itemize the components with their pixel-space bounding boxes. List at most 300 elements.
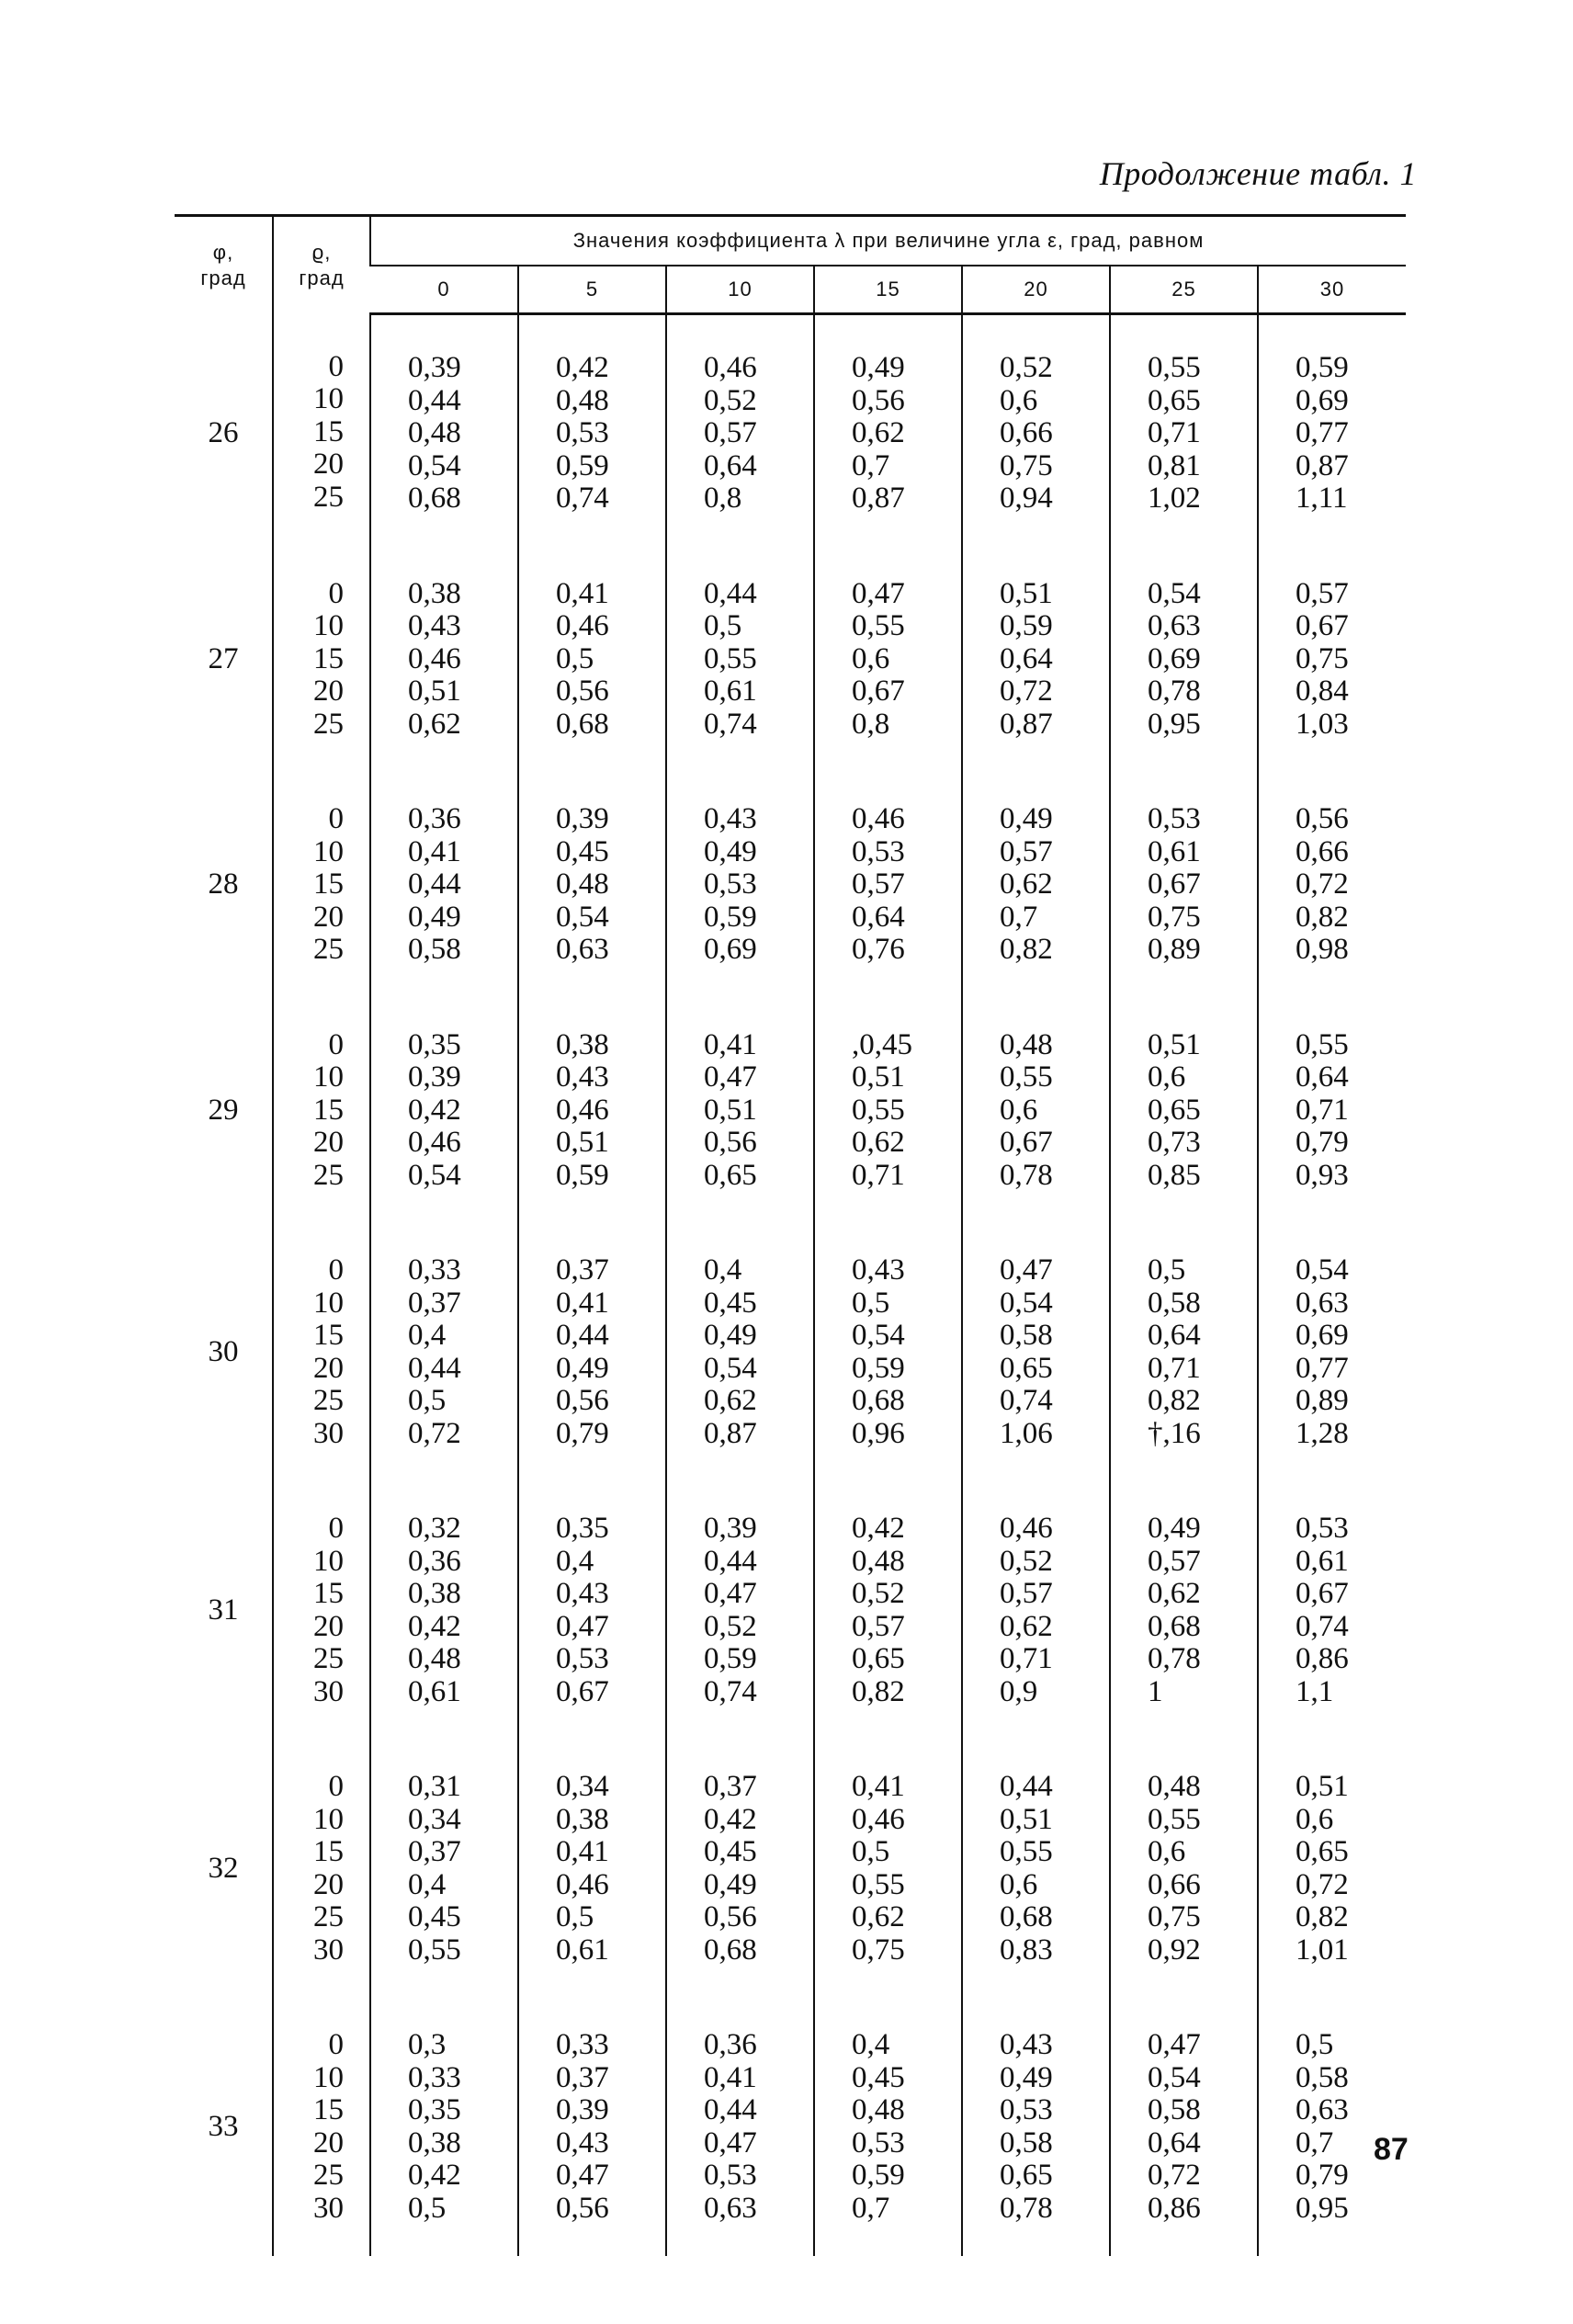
lambda-value: 0,39 [704,1512,757,1545]
lambda-value: 0,63 [1148,609,1201,642]
lambda-column-eps-5 [518,772,666,998]
rho-values [273,1481,370,1740]
lambda-value: 0,64 [1000,641,1053,675]
lambda-value: 0,56 [1296,802,1349,835]
rho-value: 25 [313,1642,344,1675]
lambda-value: 0,68 [852,1384,905,1417]
lambda-value: ,0,45 [852,1027,912,1061]
lambda-value: 0,58 [408,933,461,966]
lambda-value: 0,92 [1148,1933,1201,1967]
rho-value: 15 [313,1319,344,1352]
lambda-column-eps-10 [666,998,814,1224]
lambda-value: 0,62 [852,1126,905,1159]
lambda-value: 0,55 [408,1933,461,1967]
lambda-value: 0,83 [1000,1933,1053,1967]
epsilon-header-25: 25 [1110,266,1258,314]
lambda-value: 0,54 [704,1351,757,1385]
lambda-value: 0,87 [1296,448,1349,482]
lambda-value: 0,5 [408,1384,447,1417]
lambda-value: 0,45 [852,2060,905,2094]
rho-value: 30 [313,1416,344,1450]
lambda-column-eps-10 [666,1481,814,1740]
lambda-value: 1,11 [1296,482,1348,515]
rho-values [273,1998,370,2256]
lambda-value: 0,52 [1000,1544,1053,1578]
rho-value: 10 [313,1286,344,1320]
lambda-value: 0,78 [1000,2191,1053,2225]
rho-value: 10 [313,609,344,642]
lambda-value: 0,59 [1000,609,1053,642]
lambda-column-eps-20 [962,998,1110,1224]
lambda-value: 0,62 [1000,1609,1053,1643]
lambda-value: 0,33 [556,2028,609,2061]
lambda-value: 0,46 [556,609,609,642]
lambda-column-eps-30 [1258,998,1406,1224]
lambda-value: 0,58 [1148,1286,1201,1320]
lambda-column-eps-0 [370,1998,518,2256]
lambda-value: 0,46 [1000,1512,1053,1545]
lambda-value: 0,54 [1296,1253,1349,1287]
lambda-value: 0,44 [556,1319,609,1352]
rho-values [273,772,370,998]
lambda-value: 0,46 [852,802,905,835]
table-row-group [175,547,1406,773]
lambda-column-eps-15 [814,1740,962,1998]
lambda-column-eps-20 [962,314,1110,547]
lambda-value: 0,48 [408,1642,461,1675]
lambda-value: 0,49 [852,351,905,384]
lambda-value: 0,71 [1000,1642,1053,1675]
rho-value: 15 [313,1093,344,1127]
rho-value: 15 [313,414,344,448]
lambda-value: 0,54 [408,448,461,482]
lambda-value: 0,48 [556,383,609,417]
lambda-column-eps-5 [518,998,666,1224]
lambda-value: 0,71 [1296,1093,1349,1127]
rho-value: 0 [328,1253,344,1287]
lambda-value: 0,65 [1000,2159,1053,2192]
lambda-value: 0,87 [852,482,905,515]
lambda-value: 0,37 [408,1286,461,1320]
lambda-value: 0,6 [1000,383,1038,417]
rho-value: 25 [313,2159,344,2192]
lambda-value: 0,74 [556,482,609,515]
lambda-value: 0,45 [704,1835,757,1868]
lambda-column-eps-25 [1110,1481,1258,1740]
lambda-value: 0,63 [1296,2093,1349,2126]
rho-value: 30 [313,2191,344,2225]
lambda-value: 0,42 [556,351,609,384]
lambda-value: 0,72 [1296,867,1349,901]
phi-value: 26 [208,415,239,449]
phi-value: 32 [208,1852,239,1885]
lambda-value: 0,31 [408,1770,461,1803]
epsilon-header-30: 30 [1258,266,1406,314]
rho-value: 25 [313,1384,344,1417]
lambda-value: 0,67 [556,1674,609,1708]
lambda-value: 0,55 [1000,1060,1053,1094]
lambda-value: 0,36 [408,802,461,835]
lambda-value: 0,63 [1296,1286,1349,1320]
lambda-value: 0,58 [1148,2093,1201,2126]
lambda-value: 0,5 [852,1835,890,1868]
lambda-value: †,16 [1148,1416,1201,1450]
lambda-value: 0,8 [704,482,742,515]
lambda-value: 0,43 [556,1060,609,1094]
lambda-value: 0,36 [408,1544,461,1578]
lambda-value: 0,84 [1296,675,1349,708]
lambda-column-eps-0 [370,1740,518,1998]
lambda-value: 0,72 [1000,675,1053,708]
lambda-value: 0,49 [556,1351,609,1385]
lambda-value: 0,55 [852,609,905,642]
lambda-value: 0,47 [1000,1253,1053,1287]
lambda-value: 0,86 [1296,1642,1349,1675]
lambda-value: 0,62 [852,1900,905,1933]
rho-value: 0 [328,1027,344,1061]
lambda-value: 0,44 [704,1544,757,1578]
lambda-value: 0,42 [408,2159,461,2192]
lambda-column-eps-30 [1258,1998,1406,2256]
rho-value: 25 [313,933,344,966]
lambda-value: 0,79 [1296,2159,1349,2192]
lambda-value: 0,46 [704,351,757,384]
lambda-column-eps-0 [370,547,518,773]
lambda-column-eps-0 [370,1223,518,1481]
lambda-column-eps-30 [1258,1481,1406,1740]
lambda-column-eps-10 [666,772,814,998]
lambda-value: 0,62 [408,707,461,741]
lambda-value: 0,82 [852,1674,905,1708]
rho-value: 30 [313,1933,344,1967]
lambda-value: 0,35 [556,1512,609,1545]
phi-value: 30 [208,1335,239,1368]
lambda-value: 0,64 [1296,1060,1349,1094]
lambda-value: 0,82 [1148,1384,1201,1417]
lambda-column-eps-30 [1258,1740,1406,1998]
rho-value: 20 [313,2126,344,2160]
lambda-value: 0,33 [408,2060,461,2094]
lambda-column-eps-15 [814,314,962,547]
lambda-value: 0,51 [1000,1802,1053,1836]
lambda-value: 0,47 [852,576,905,610]
lambda-value: 0,46 [852,1802,905,1836]
lambda-value: 0,63 [704,2191,757,2225]
rho-value: 0 [328,576,344,610]
rho-value: 0 [328,2028,344,2061]
lambda-value: 1,03 [1296,707,1349,741]
lambda-column-eps-5 [518,314,666,547]
table-row-group [175,314,1406,547]
lambda-value: 0,53 [852,2126,905,2160]
lambda-column-eps-30 [1258,547,1406,773]
lambda-value: 0,87 [704,1416,757,1450]
lambda-value: 0,79 [556,1416,609,1450]
lambda-value: 0,45 [408,1900,461,1933]
lambda-value: 0,68 [704,1933,757,1967]
lambda-value: 0,46 [556,1093,609,1127]
lambda-value: 0,43 [408,609,461,642]
lambda-column-eps-25 [1110,547,1258,773]
lambda-value: 0,57 [1148,1544,1201,1578]
lambda-value: 1,01 [1296,1933,1349,1967]
lambda-column-eps-20 [962,1223,1110,1481]
rho-value: 20 [313,1867,344,1901]
lambda-value: 0,56 [556,1384,609,1417]
rho-value: 25 [313,1900,344,1933]
lambda-value: 0,68 [1000,1900,1053,1933]
lambda-value: 0,72 [408,1416,461,1450]
lambda-value: 0,85 [1148,1158,1201,1192]
lambda-column-eps-25 [1110,1998,1258,2256]
lambda-value: 0,75 [1000,448,1053,482]
lambda-value: 0,56 [704,1126,757,1159]
lambda-value: 0,51 [704,1093,757,1127]
rho-value: 10 [313,2060,344,2094]
lambda-column-eps-15 [814,1998,962,2256]
lambda-value: 0,43 [704,802,757,835]
lambda-value: 0,93 [1296,1158,1349,1192]
rho-value: 25 [313,480,344,514]
lambda-value: 0,42 [408,1093,461,1127]
rho-value: 10 [313,382,344,415]
rho-value: 20 [313,675,344,708]
lambda-column-eps-20 [962,547,1110,773]
lambda-value: 1,28 [1296,1416,1349,1450]
lambda-column-eps-25 [1110,772,1258,998]
lambda-value: 0,7 [852,448,890,482]
lambda-value: 0,82 [1296,900,1349,934]
lambda-value: 0,75 [852,1933,905,1967]
lambda-value: 0,69 [1148,641,1201,675]
lambda-value: 0,53 [556,1642,609,1675]
lambda-value: 0,79 [1296,1126,1349,1159]
lambda-value: 0,75 [1148,1900,1201,1933]
lambda-value: 0,59 [852,2159,905,2192]
lambda-column-eps-10 [666,1998,814,2256]
lambda-value: 0,6 [1296,1802,1334,1836]
lambda-value: 0,45 [704,1286,757,1320]
rho-value: 30 [313,1674,344,1708]
lambda-value: 0,7 [1296,2126,1334,2160]
lambda-value: 0,51 [1296,1770,1349,1803]
epsilon-header-15: 15 [814,266,962,314]
rho-value: 20 [313,1609,344,1643]
lambda-value: 0,59 [1296,351,1349,384]
lambda-value: 0,36 [704,2028,757,2061]
rho-value: 10 [313,1802,344,1836]
rho-value: 15 [313,867,344,901]
lambda-value: 0,4 [556,1544,594,1578]
lambda-value: 0,77 [1296,1351,1349,1385]
lambda-value: 0,81 [1148,448,1201,482]
lambda-value: 0,74 [704,707,757,741]
lambda-value: 0,61 [704,675,757,708]
lambda-column-eps-25 [1110,1223,1258,1481]
lambda-value: 0,4 [704,1253,742,1287]
lambda-column-eps-10 [666,547,814,773]
lambda-value: 0,43 [852,1253,905,1287]
lambda-value: 0,39 [408,351,461,384]
lambda-value: 0,65 [1148,383,1201,417]
lambda-value: 0,6 [1000,1867,1038,1901]
lambda-value: 0,5 [556,641,594,675]
lambda-value: 0,59 [704,1642,757,1675]
lambda-value: 0,44 [408,867,461,901]
lambda-value: 0,48 [408,416,461,449]
lambda-value: 0,46 [408,641,461,675]
phi-value: 27 [208,641,239,675]
lambda-value: 0,49 [704,1867,757,1901]
lambda-value: 0,55 [1148,1802,1201,1836]
rho-value: 20 [313,900,344,934]
lambda-value: 0,4 [408,1867,447,1901]
lambda-value: 0,82 [1000,933,1053,966]
epsilon-header-20: 20 [962,266,1110,314]
lambda-value: 0,52 [1000,351,1053,384]
lambda-value: 0,54 [1148,576,1201,610]
lambda-value: 0,39 [556,802,609,835]
lambda-value: 0,64 [1148,1319,1201,1352]
lambda-value: 0,69 [1296,383,1349,417]
lambda-value: 0,94 [1000,482,1053,515]
lambda-column-eps-5 [518,1740,666,1998]
lambda-column-eps-30 [1258,314,1406,547]
lambda-value: 0,53 [1296,1512,1349,1545]
rho-value: 15 [313,641,344,675]
group-header: Значения коэффициента λ при величине угла ε, град, равном [370,216,1406,266]
lambda-value: 0,38 [556,1027,609,1061]
lambda-value: 0,43 [556,2126,609,2160]
lambda-value: 0,47 [704,1060,757,1094]
rho-value: 20 [313,448,344,481]
lambda-value: 0,69 [704,933,757,966]
lambda-value: 0,98 [1296,933,1349,966]
lambda-value: 0,49 [408,900,461,934]
lambda-column-eps-20 [962,772,1110,998]
lambda-value: 0,44 [704,576,757,610]
lambda-value: 0,74 [1296,1609,1349,1643]
lambda-column-eps-30 [1258,772,1406,998]
lambda-value: 0,41 [556,576,609,610]
lambda-value: 0,34 [408,1802,461,1836]
phi-header: φ, град [175,216,273,314]
lambda-column-eps-10 [666,314,814,547]
lambda-value: 0,57 [1000,1577,1053,1610]
lambda-value: 0,59 [556,448,609,482]
lambda-value: 0,55 [852,1867,905,1901]
lambda-value: 0,55 [1148,351,1201,384]
lambda-value: 0,55 [1296,1027,1349,1061]
lambda-value: 0,75 [1148,900,1201,934]
lambda-value: 0,62 [1000,867,1053,901]
lambda-value: 0,47 [704,2126,757,2160]
lambda-column-eps-15 [814,772,962,998]
lambda-value: 0,96 [852,1416,905,1450]
rho-value: 25 [313,1158,344,1192]
phi-value: 28 [208,867,239,901]
lambda-value: 0,71 [1148,416,1201,449]
lambda-column-eps-0 [370,998,518,1224]
lambda-value: 0,74 [1000,1384,1053,1417]
lambda-value: 0,38 [408,576,461,610]
lambda-value: 0,67 [1000,1126,1053,1159]
lambda-value: 0,56 [556,675,609,708]
lambda-value: 0,51 [1148,1027,1201,1061]
lambda-value: 0,43 [1000,2028,1053,2061]
lambda-value: 0,48 [852,2093,905,2126]
lambda-value: 0,5 [556,1900,594,1933]
lambda-value: 0,49 [1000,2060,1053,2094]
lambda-value: 0,34 [556,1770,609,1803]
table-caption: Продолжение табл. 1 [1099,155,1417,192]
lambda-value: 0,56 [556,2191,609,2225]
lambda-value: 0,37 [704,1770,757,1803]
rho-values [273,314,370,547]
lambda-value: 0,51 [408,675,461,708]
epsilon-header-10: 10 [666,266,814,314]
lambda-value: 0,52 [704,383,757,417]
lambda-value: 0,51 [556,1126,609,1159]
lambda-value: 0,68 [408,482,461,515]
lambda-value: 0,61 [1296,1544,1349,1578]
lambda-value: 0,67 [1148,867,1201,901]
lambda-value: 0,6 [1148,1835,1186,1868]
lambda-value: 0,39 [408,1060,461,1094]
lambda-value: 0,63 [556,933,609,966]
lambda-value: 0,82 [1296,1900,1349,1933]
lambda-column-eps-15 [814,1481,962,1740]
lambda-value: 0,41 [704,2060,757,2094]
lambda-value: 0,67 [1296,609,1349,642]
lambda-value: 0,52 [852,1577,905,1610]
lambda-value: 0,53 [704,2159,757,2192]
rho-value: 10 [313,1544,344,1578]
lambda-value: 0,73 [1148,1126,1201,1159]
lambda-value: 0,59 [852,1351,905,1385]
lambda-value: 0,39 [556,2093,609,2126]
lambda-value: 0,38 [556,1802,609,1836]
table-row-group [175,772,1406,998]
lambda-value: 0,48 [1148,1770,1201,1803]
lambda-value: 0,5 [408,2191,447,2225]
lambda-value: 0,5 [852,1286,890,1320]
lambda-value: 0,38 [408,1577,461,1610]
lambda-value: 0,54 [852,1319,905,1352]
lambda-value: 0,47 [556,1609,609,1643]
lambda-value: 0,52 [704,1609,757,1643]
lambda-value: 0,41 [556,1835,609,1868]
lambda-value: 0,86 [1148,2191,1201,2225]
lambda-value: 0,5 [1148,1253,1186,1287]
lambda-value: 0,43 [556,1577,609,1610]
lambda-value: 0,57 [852,867,905,901]
lambda-value: 0,54 [1148,2060,1201,2094]
lambda-value: 0,5 [1296,2028,1334,2061]
lambda-value: 0,47 [1148,2028,1201,2061]
table-row-group [175,1223,1406,1481]
epsilon-header-0: 0 [370,266,518,314]
lambda-value: 0,53 [1000,2093,1053,2126]
lambda-value: 0,58 [1000,2126,1053,2160]
lambda-value: 0,95 [1296,2191,1349,2225]
rho-value: 15 [313,1835,344,1868]
lambda-value: 0,66 [1296,834,1349,868]
lambda-value: 0,3 [408,2028,447,2061]
lambda-column-eps-0 [370,772,518,998]
lambda-value: 0,49 [704,834,757,868]
lambda-value: 0,65 [852,1642,905,1675]
